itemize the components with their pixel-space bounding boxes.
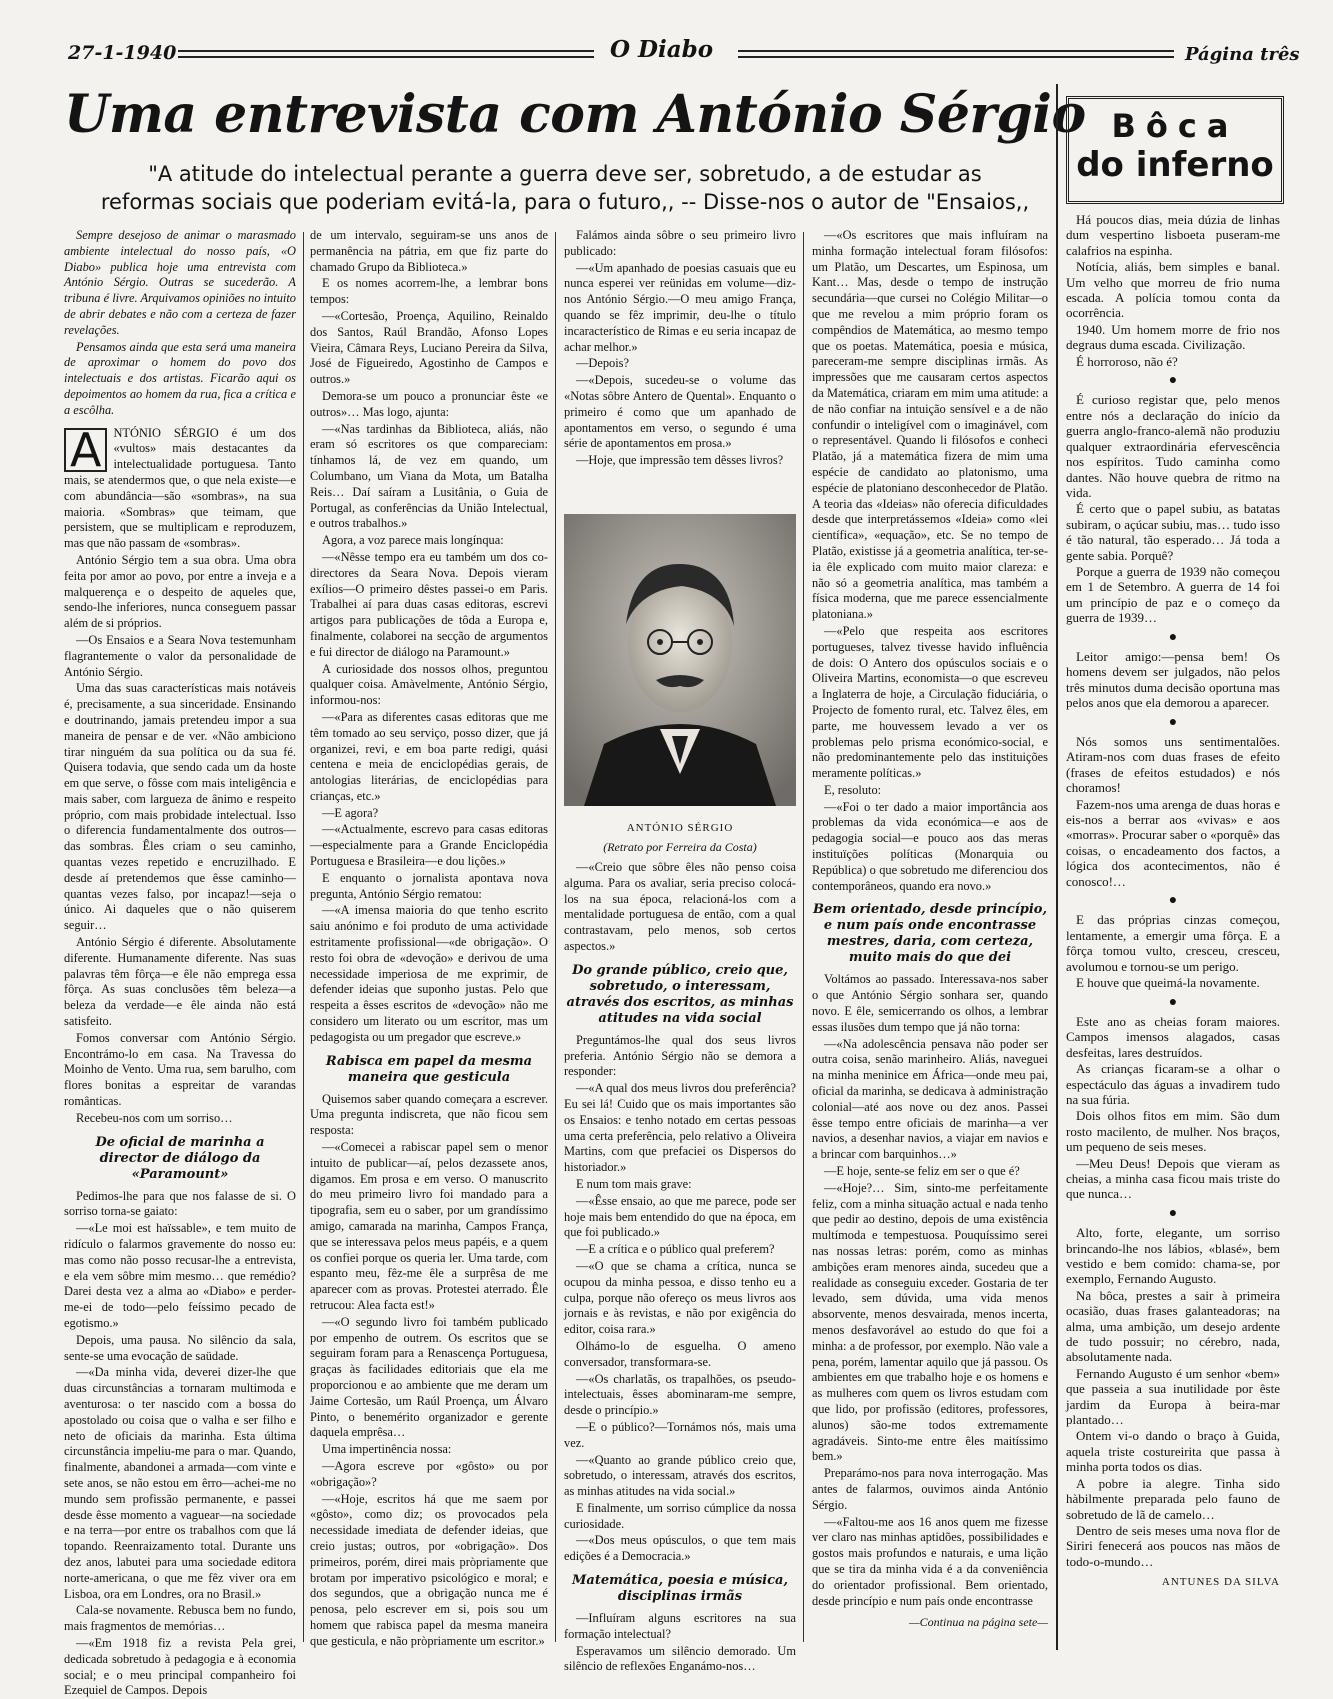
paragraph: —«Na adolescência pensava não poder ser outra coisa, senão marinheiro. Aliás, naveguei na minha meninice em África—onde meu pai, oficial da marinha, se dedicava à administração colonial—até aos nove ou dez anos. Passei êsse tempo entre oficiais de marinha—a ver navios, a desenhar navios, a viajar em navios e a brincar com barquinhos…» xyxy=(812,1036,1048,1162)
article-column-3-top xyxy=(564,228,796,508)
section-heading: De oficial de marinha a director de diálogo da «Paramount» xyxy=(95,1134,265,1182)
paragraph: —«Os escritores que mais influíram na minha formação intelectual foram filósofos: um Platão, um Descartes, um Espinosa, um Kant… Mas, desde o tempo de instrução secundária—que cursei no Colégio Militar—o que me revelou a mim próprio foram os compêndios de Matemática, ao mesmo tempo que os poetas. Matemática, poesia e música, pareceram-me sempre disciplinas irmãs. As impressões que me causaram certos aspectos da Matemática, criaram em mim uma atitude: a de não confiar na intuição sensível e a de não confundir o inteligível com o imaginável, com o representável. Quando li filósofos e conheci Platão, já a matemática fizera de mim uma espécie de candidato ao platonismo, uma espécie de platoniano desconhecedor de Platão. A teoria das «Ideias» não oferecia dificuldades desde que interpretássemos «Ideia» como «lei científica», «equação», etc. Se no tempo de Platão, existisse já a geometria analítica, ter-se-ia êle explicado com muito maior clareza: e não só a geometria analítica, mas também a física moderna, que me parece essencialmente platoniana.» xyxy=(812,228,1048,622)
paragraph: Cala-se novamente. Rebusca bem no fundo, mais fragmentos de memórias… xyxy=(64,1603,296,1634)
paragraph: —Agora escreve por «gôsto» ou por «obrigação»? xyxy=(310,1458,548,1489)
section-heading: Rabisca em papel da mesma maneira que gesticula xyxy=(325,1053,533,1085)
article-subhead: "A atitude do intelectual perante a guerra deve ser, sobretudo, a de estudar as reformas sociais que poderiam evitá-la, para o futuro,, -- Disse-nos o autor de "Ensaios,, xyxy=(100,162,1030,214)
newspaper-title: O Diabo xyxy=(610,36,714,63)
column-divider xyxy=(803,232,804,1642)
drop-cap: A xyxy=(64,428,107,472)
paragraph: Voltámos ao passado. Interessava-nos saber o que António Sérgio sonhara ser, quando novo. E êle, semicerrando os olhos, a lembrar essas ilusões dum tempo que já não torna: xyxy=(812,972,1048,1034)
paragraph: E os nomes acorrem-lhe, a lembrar bons tempos: xyxy=(310,276,548,307)
paragraph: —«Faltou-me aos 16 anos quem me fizesse ver claro nas minhas aptidões, possibilidades e gostos mais profundos e naturais, e uma lição que se tira da minha vida é a da conveniência do orientador profissional. Bem orientado, desde princípio e num país onde encontrasse xyxy=(812,1514,1048,1608)
paragraph: —«Hoje?… Sim, sinto-me perfeitamente feliz, com a minha situação actual e nada tenho que pedir ao destino, depois de uma existência multímoda e tempestuosa. Pouquíssimo serei nas nossas letras: porém, como as minhas ambições eram menores ainda, sucedeu que a realidade as conseguiu exceder. Gostaria de ter levado, sem dúvida, uma vida menos absorvente, menos desvairada, menos incerta, menos desfavorável ao estudo do que foi a minha: a de professor, por exemplo. Não vale a pena, porém, lamentar aquilo que já passou. Os ambientes em que trabalho hoje e os homens e as mulheres com quem os livros estudam com que lido, por profissão (editores, professores, alunos) são-me todos extremamente agradáveis. Sinto-me entre êles maitíssimo bem.» xyxy=(812,1180,1048,1464)
bullet-separator: ● xyxy=(1168,1205,1178,1221)
paragraph: 1940. Um homem morre de frio nos degraus duma escada. Civilização. xyxy=(1066,321,1280,353)
paragraph: —Depois? xyxy=(576,356,629,371)
paragraph: A pobre ia alegre. Tinha sido hàbilmente preparada pelo fauno de sobretudo de lã de camelo… xyxy=(1066,1475,1280,1522)
header-rule-right xyxy=(738,50,1174,58)
section-heading: Do grande público, creio que, sobretudo, o interessam, através dos escritos, as minhas atitudes na vida social xyxy=(566,962,794,1026)
paragraph: Falámos ainda sôbre o seu primeiro livro publicado: xyxy=(564,228,796,258)
paragraph: —«Depois, sucedeu-se o volume das «Notas sôbre Antero de Quental». Enquanto o primeiro é como que um apanhado de apontamentos em verso, o segundo é uma série de apontamentos em prosa.» xyxy=(564,373,796,451)
paragraph: Dois olhos fitos em mim. São dum rosto macilento, de mulher. Nos braços, um pequeno de seis meses. xyxy=(1066,1108,1280,1155)
column-title-line2: do inferno xyxy=(1076,145,1274,185)
bullet-separator: ● xyxy=(1168,629,1178,645)
bullet-separator: ● xyxy=(1168,373,1178,389)
column-divider xyxy=(555,232,556,1642)
paragraph: É curioso registar que, pelo menos entre nós a declaração do início da guerra anglo-franco-alemã não produziu qualquer extraordinária efervescência nos espíritos. Tudo caminha como dantes. Não houve quebra de ritmo na vida. xyxy=(1066,392,1280,500)
section-heading: Matemática, poesia e música, disciplinas irmãs xyxy=(572,1573,788,1605)
intro-text-2: Pensamos ainda que esta será uma maneira de aproximar o homem do povo dos intelectuais e dos artistas. Ficarão aqui os depoimentos ao homem da rua, fica a crítica e a escôlha. xyxy=(64,339,296,417)
intro-text: Sempre desejoso de animar o marasmado ambiente intelectual do nosso país, «O Diabo» publica hoje uma entrevista com António Sérgio. Outras se sucederão. A tribuna é livre. Arquivamos opiniões no intuito de abrir debates e não com a certeza de fazer revelações. xyxy=(64,228,296,337)
paragraph: Pedimos-lhe para que nos falasse de si. O sorriso torna-se gaiato: xyxy=(64,1188,296,1219)
article-column-1 xyxy=(64,228,296,1698)
paragraph: Alto, forte, elegante, um sorriso brincando-lhe nos lábios, «blasé», bem vestido e bem comido: chama-se, por exemplo, Fernando Augusto. xyxy=(1066,1225,1280,1287)
paragraph: Preparámo-nos para nova interrogação. Mas antes de falarmos, ouvimos ainda António Sérgio. xyxy=(812,1466,1048,1512)
paragraph: —«Foi o ter dado a maior importância aos problemas da vida económica—e aos de pedagogia social—e pouco aos das meras instituïções políticas (Monarquia ou República) o que sobretudo me diferenciou dos contemporâneos, quando era novo.» xyxy=(812,799,1048,893)
page-number: Página três xyxy=(1185,44,1300,65)
photo-caption-name: ANTÓNIO SÉRGIO xyxy=(626,822,734,834)
portrait-image xyxy=(564,514,796,806)
paragraph: Depois, uma pausa. No silêncio da sala, sente-se uma evocação de saüdade. xyxy=(64,1332,296,1363)
paragraph: —«Cortesão, Proença, Aquilino, Reinaldo dos Santos, Raúl Brandão, Afonso Lopes Vieira, Câmara Reys, Luciano Pereira da Silva, José de Figueiredo, Agostinho de Campos e outros.» xyxy=(310,308,548,387)
paragraph: António Sérgio é diferente. Absolutamente diferente. Humanamente diferente. Nas suas palavras têm fôrça—e êle não emprega essa fôrça. As suas conclusões têm beleza—a beleza da verdade—e êle ainda não está satisfeito. xyxy=(64,935,296,1029)
paragraph: Agora, a voz parece mais longínqua: xyxy=(322,533,504,548)
column-divider xyxy=(303,232,304,1642)
paragraph: E enquanto o jornalista apontava nova pregunta, António Sérgio rematou: xyxy=(310,870,548,901)
paragraph: Olhámo-lo de esguelha. O ameno conversador, transformara-se. xyxy=(564,1338,796,1369)
paragraph: Uma impertinência nossa: xyxy=(322,1442,452,1457)
paragraph: Ontem vi-o dando o braço à Guida, aquela triste costureirita que passa à minha porta todos os dias. xyxy=(1066,1428,1280,1475)
author-signature: ANTUNES DA SILVA xyxy=(1161,1576,1280,1589)
paragraph: E das próprias cinzas começou, lentamente, a emergir uma fôrça. E a fôrça tomou vulto, cresceu, cresceu, avolumou e tornou-se um perigo. xyxy=(1066,912,1280,974)
article-headline: Uma entrevista com António Sérgio xyxy=(64,84,1086,145)
paragraph: —Influíram alguns escritores na sua formação intelectual? xyxy=(564,1611,796,1641)
paragraph: Uma das suas características mais notáveis é, precisamente, a sua sinceridade. Ensinando e doutrinando, jamais pretendeu impor a sua maneira de pensar e de ver. «Não ambiciono tirar ninguém da sua política ou da sua fé. Quisera todavia, que sendo cada um da hoste em que serve, o fôsse com mais inteligência e mais saber, com largueza de ânimo e respeito próprio, com mais probidade intelectual. Isso o diferencia fundamentalmente dos outros—das sombras. Êles criam o seu caminho, quantas vezes repetido e encruzilhado. E desde aí pretendemos que êsse caminho—quantas vezes falso, por incapaz!—seja o único. Ai daqueles que o não quiserem seguir… xyxy=(64,681,296,933)
paragraph: E finalmente, um sorriso cúmplice da nossa curiosidade. xyxy=(564,1500,796,1531)
paragraph: —«Êsse ensaio, ao que me parece, pode ser hoje mais bem entendido do que na época, em que foi publicado.» xyxy=(564,1193,796,1240)
bullet-separator: ● xyxy=(1168,994,1178,1010)
continued-notice: —Continua na página sete— xyxy=(908,1615,1048,1630)
column-divider-main xyxy=(1056,84,1058,1650)
paragraph: —«Quanto ao grande público creio que, sobretudo, o interessam, através dos escritos, as minhas atitudes na vida social.» xyxy=(564,1452,796,1499)
paragraph: A curiosidade dos nossos olhos, preguntou qualquer coisa. Amàvelmente, António Sérgio, informou-nos: xyxy=(310,661,548,708)
article-column-4 xyxy=(812,228,1048,1648)
paragraph: —«Para as diferentes casas editoras que me têm tomado ao seu serviço, posso dizer, que já organizei, revi, e em boa parte redigi, quási centena e meia de enciclopédias gerais, de antologias literárias, de enciclopédias para crianças, etc.» xyxy=(310,709,548,803)
paragraph: António Sérgio tem a sua obra. Uma obra feita por amor ao povo, por entre a inveja e a malquerença e o despeito de aqueles que, sendo-lhe inferiores, nunca conseguem passar além de si próprios. xyxy=(64,552,296,631)
paragraph: Porque a guerra de 1939 não começou em 1 de Setembro. A guerra de 14 foi um princípio de paz e o começo da guerra de 1939… xyxy=(1066,563,1280,626)
paragraph: —«Creio que sôbre êles não penso coisa alguma. Para os avaliar, seria preciso colocá-los na sua época, relacioná-los com a mentalidade portuguesa de então, com a qual contrastavam, pelo menos, sob certos aspectos.» xyxy=(564,860,796,953)
portrait-photo xyxy=(564,514,796,806)
paragraph: —«Da minha vida, deverei dizer-lhe que duas circunstâncias a tornaram multimoda e aventurosa: o ter nascido com a bossa do apostolado ou coisa que o valha e ser filho e neto de oficiais da marinha. Esta última circunstância impeliu-me para o mar. Quando, finalmente, abandonei a armada—com vinte e sete anos, se não estou em êrro—achei-me no mundo sem profissão permanente, e passei desde êsse momento a vaguear—na sociedade e na terra—por entre os trabalhos com que lá topando. Reenraizamento total. Durante uns dez anos, labutei para uma sociedade editora norte-americana, o que me fêz viver ora em Lisboa, ora em Londres, ora no Brasil.» xyxy=(64,1365,296,1601)
paragraph: —E a crítica e o público qual preferem? xyxy=(576,1242,775,1257)
paragraph: Na bôca, prestes a sair à primeira ocasião, duas frases galanteadoras; na alma, uma ambição, um desejo ardente de tudo possuir; no cérebro, nada, absolutamente nada. xyxy=(1066,1287,1280,1365)
paragraph: Nós somos uns sentimentalões. Atiram-nos com duas frases de efeito (frases de efeitos estudados) e nós choramos! xyxy=(1066,734,1280,796)
paragraph: As crianças ficaram-se a olhar o espectáculo das águas a invadirem tudo na sua fúria. xyxy=(1066,1061,1280,1107)
paragraph: Preguntámos-lhe qual dos seus livros preferia. António Sérgio não se demora a responder: xyxy=(564,1032,796,1079)
paragraph: E houve que queimá-la novamente. xyxy=(1076,975,1260,991)
paragraph: —E hoje, sente-se feliz em ser o que é? xyxy=(824,1164,1020,1179)
column-title-box xyxy=(1066,96,1284,204)
paragraph: Recebeu-nos com um sorriso… xyxy=(76,1110,233,1125)
paragraph: —«O que se chama a crítica, nunca se ocupou da minha pessoa, e disso tenho eu a culpa, porque não ofereço os meus livros aos jornais e às revistas, e não por exigência do editor, coisa rara.» xyxy=(564,1258,796,1337)
paragraph: —Os Ensaios e a Seara Nova testemunham flagrantemente o valor da personalidade de António Sérgio. xyxy=(64,632,296,679)
paragraph: Esperavamos um silêncio demorado. Um silêncio de reflexões Enganámo-nos… xyxy=(564,1643,796,1674)
paragraph: Fomos conversar com António Sérgio. Encontrámo-lo em casa. Na Travessa do Moinho de Vento. Uma rua, sem barulho, com flores bonitas a espreitar de varandas românticas. xyxy=(64,1030,296,1109)
opinion-column xyxy=(1066,212,1280,1652)
paragraph: —«A imensa maioria do que tenho escrito saiu anónimo e foi produto de uma actividade estritamente profissional—«de obrigação». O resto foi obra de «devoção» e derivou de uma necessidade imperiosa de me exprimir, de defender ideias que suponho justas. Pelo que respeita a êsses escritos de «devoção» não me considero um literato ou um escritor, mas um pedagogista ou um pregador que escreve.» xyxy=(310,903,548,1044)
photo-caption-credit: (Retrato por Ferreira da Costa) xyxy=(603,840,757,854)
paragraph: Demora-se um pouco a pronunciar êste «e outros»… Mas logo, ajunta: xyxy=(310,388,548,419)
paragraph: —«Actualmente, escrevo para casas editoras—especialmente para a Grande Enciclopédia Portuguesa e Brasileira—e dou lições.» xyxy=(310,822,548,869)
issue-date: 27-1-1940 xyxy=(68,42,177,64)
paragraph: Notícia, aliás, bem simples e banal. Um velho que morreu de frio numa escada. A polícia tomou conta da ocorrência. xyxy=(1066,259,1280,321)
paragraph: —«Comecei a rabiscar papel sem o menor intuito de publicar—aí, pelos dezassete anos, digamos. Em prosa e em verso. O manuscrito do meu primeiro livro foi mandado para a tipografia, sem eu o saber, por um grandíssimo amigo, camarada na marinha, Campos França, que se interessava pelos meus papéis, e a quem os confiei porque os queria ler. Uma tarde, com espanto meu, fêz-me êle a surprêsa de me aparecer com as provas. Protestei aterrado. Êle retrucou: Alea facta est!» xyxy=(310,1140,548,1312)
paragraph: —«Em 1918 fiz a revista Pela grei, dedicada sobretudo à pedagogia e à economia social; e o meu principal companheiro foi Ezequiel de Campos. Depois xyxy=(64,1635,296,1698)
bullet-separator: ● xyxy=(1168,893,1178,909)
paragraph: —«Os charlatãs, os trapalhões, os pseudo-intelectuais, êsses abominaram-me sempre, desde o princípio.» xyxy=(564,1371,796,1418)
paragraph: —«Hoje, escritos há que me saem por «gôsto», como diz; os provocados pela necessidade imediata de defender ideias, que creio justas; outros, por «obrigação». Dos primeiros, porém, direi mais pròpriamente que brotam por imperativo psicológico e moral; e dos segundos, que a obrigação nunca me é penosa, pelo escrever em si, pois sou um homem que rabisca papel da mesma maneira que gesticula, e não pròpriamente um escritor.» xyxy=(310,1491,548,1648)
paragraph: de um intervalo, seguiram-se uns anos de permanência na pátria, em que fiz parte do chamado Grupo da Biblioteca.» xyxy=(310,228,548,274)
paragraph: —«Pelo que respeita aos escritores portugueses, talvez tivesse havido influência de dois: O Antero dos opúsculos sociais e o Oliveira Martins, economista—o que escreveu a Inglaterra de hoje, a Circulação fiduciária, o Projecto de fomento rural, etc. Talvez êles, em parte, me houvessem levado a ver os problemas pelo prisma económico-social, e não predominantemente pelo das instituições meramente políticas.» xyxy=(812,623,1048,781)
section-heading: Bem orientado, desde princípio, e num país onde encontrasse mestres, daria, com certeza, muito mais do que dei xyxy=(813,902,1047,966)
paragraph: —E agora? xyxy=(322,805,379,820)
column-title-line1: Bôca xyxy=(1111,107,1239,145)
paragraph: —E o público?—Tornámos nós, mais uma vez. xyxy=(564,1419,796,1450)
article-column-2 xyxy=(310,228,548,1648)
paragraph: —Meu Deus! Depois que vieram as cheias, a minha casa ficou mais triste do que nunca… xyxy=(1066,1155,1280,1202)
paragraph: —Hoje, que impressão tem dêsses livros? xyxy=(576,453,784,468)
paragraph: —«Le moi est haïssable», e tem muito de ridículo o falarmos gravemente do nosso eu: mas como não posso recusar-lhe a entrevista, e ela vem sôbre mim mesmo… que remédio? Darei desta vez a alma ao «Diabo» e perder-me-ei de todo—pelo feíssimo pecado de egotismo.» xyxy=(64,1221,296,1330)
paragraph: —«Dos meus opúsculos, o que tem mais edições é a Democracia.» xyxy=(564,1533,796,1564)
paragraph: —«Nêsse tempo era eu também um dos co-directores da Seara Nova. Depois vieram exílios—O primeiro dêstes passei-o em Paris. Trabalhei aí para duas casas editoras, escrevi artigos para publicações de tôda a Europa e, finalmente, colaborei na secção de argumentos e fui director de diálogo na Paramount.» xyxy=(310,549,548,659)
paragraph: Fernando Augusto é um senhor «bem» que passeia a sua inutilidade por êste jardim da Europa à beira-mar plantado… xyxy=(1066,1365,1280,1428)
paragraph: NTÓNIO SÉRGIO é um dos «vultos» mais destacantes da intelectualidade portuguesa. Tanto mais, se atendermos que, o que nela existe—e com abundância—são «sombras», na sua maioria. «Sombras» que teimam, que persistem, que se multiplicam e reproduzem, mas que não passam de «sombras». xyxy=(64,425,296,551)
paragraph: —«A qual dos meus livros dou preferência? Eu sei lá! Cuido que os mais importantes são os Ensaios: e tenho notado em certas pessoas uma certa preferência, pelo relativo a Oliveira Martins, com que prefaciei os Dispersos do historiador.» xyxy=(564,1081,796,1175)
paragraph: Leitor amigo:—pensa bem! Os homens devem ser julgados, não pelos três minutos duma decisão oportuna mas pelos anos que ela demorou a aparecer. xyxy=(1066,648,1280,711)
paragraph: E, resoluto: xyxy=(824,782,882,797)
paragraph: Fazem-nos uma arenga de duas horas e eis-nos a berrar aos «vivas» e aos «morras». Procurar saber o «porquê» das coisas, o encadeamento dos factos, a lógica dos acontecimentos, não é conosco!… xyxy=(1066,796,1280,889)
header-rule-left xyxy=(178,50,594,58)
paragraph: Há poucos dias, meia dúzia de linhas dum vespertino lisboeta puseram-me calafrios na espinha. xyxy=(1066,212,1280,258)
paragraph: —«Nas tardinhas da Biblioteca, aliás, não eram só escritores os que compareciam: tínhamos lá, de vez em quando, um Columbano, um Viana da Mota, um Batalha Reis… Daí saíram a Lusitânia, o Guia de Portugal, as conferências da União Intelectual, e outros trabalhos.» xyxy=(310,421,548,531)
bullet-separator: ● xyxy=(1168,714,1178,730)
article-column-3-bottom xyxy=(564,860,796,1674)
paragraph: Quisemos saber quando começara a escrever. Uma pregunta indiscreta, que não ficou sem resposta: xyxy=(310,1091,548,1138)
paragraph: É certo que o papel subiu, as batatas subiram, o açúcar subiu, mas… tudo isso é tão natural, tão esperado… Já toda a gente sabia. Porquê? xyxy=(1066,501,1280,563)
paragraph: É horroroso, não é? xyxy=(1076,353,1178,369)
paragraph: —«O segundo livro foi também publicado por empenho de outrem. Os escritos que se seguiram foram para a Renascença Portuguesa, graças às facilidades editoriais que ela me proporcionou e ao ambiente que me deram um Jaime Cortesão, um Raúl Proença, um Álvaro Pinto, o benemérito organizador e gerente daquela emprêsa… xyxy=(310,1314,548,1440)
paragraph: Este ano as cheias foram maiores. Campos imensos alagados, casas desfeitas, lares destruídos. xyxy=(1066,1013,1280,1060)
paragraph: —«Um apanhado de poesias casuais que eu nunca esperei ver reünidas em volume—diz-nos António Sérgio.—O meu amigo França, quando se fêz imprimir, deu-lhe o título incaracterístico de Rimas e eu seria incapaz de achar melhor.» xyxy=(564,260,796,354)
paragraph: E num tom mais grave: xyxy=(576,1176,692,1191)
paragraph: Dentro de seis meses uma nova flor de Siriri fenecerá aos poucos nas mãos de todo-o-mundo… xyxy=(1066,1522,1280,1569)
